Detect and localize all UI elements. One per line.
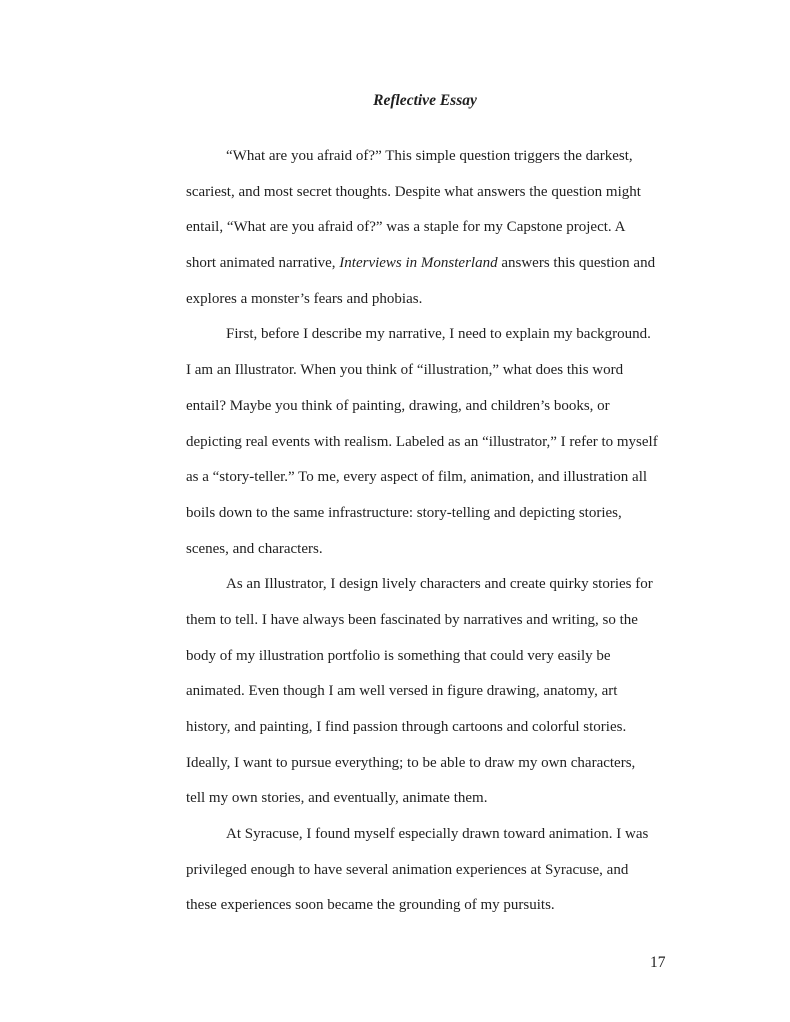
essay-text: entail, “What are you afraid of?” was a staple for my Capstone project. A bbox=[186, 219, 626, 236]
essay-line bbox=[186, 710, 686, 746]
essay-line bbox=[186, 853, 686, 889]
essay-line bbox=[186, 603, 686, 639]
essay-text: First, before I describe my narrative, I need to explain my background. bbox=[226, 326, 651, 343]
essay-text: entail? Maybe you think of painting, drawing, and children’s books, or bbox=[186, 397, 610, 414]
essay-line bbox=[186, 746, 686, 782]
essay-text: answers this question and bbox=[497, 255, 656, 272]
essay-line bbox=[186, 389, 686, 425]
essay-text: animated. Even though I am well versed in figure drawing, anatomy, art bbox=[186, 683, 618, 700]
essay-line bbox=[186, 425, 686, 461]
essay-line bbox=[186, 639, 686, 675]
essay-text: short animated narrative, bbox=[186, 255, 340, 272]
essay-text: At Syracuse, I found myself especially drawn toward animation. I was bbox=[226, 826, 649, 843]
essay-text: these experiences soon became the grounding of my pursuits. bbox=[186, 897, 555, 914]
essay-text: history, and painting, I find passion through cartoons and colorful stories. bbox=[186, 719, 627, 735]
essay-text: body of my illustration portfolio is something that could very easily be bbox=[186, 647, 611, 664]
essay-body bbox=[186, 139, 686, 924]
essay-line bbox=[186, 532, 686, 568]
essay-line bbox=[186, 496, 686, 532]
essay-title: Reflective Essay bbox=[373, 92, 477, 109]
essay-text: boils down to the same infrastructure: story-telling and depicting stories, bbox=[186, 504, 622, 521]
essay-line bbox=[186, 674, 686, 710]
essay-text: I am an Illustrator. When you think of “illustration,” what does this word bbox=[186, 362, 624, 379]
essay-line bbox=[186, 210, 686, 246]
essay-line bbox=[186, 888, 686, 924]
essay-text: depicting real events with realism. Labeled as an “illustrator,” I refer to myself bbox=[186, 433, 658, 450]
essay-text: scenes, and characters. bbox=[186, 540, 323, 557]
essay-text: explores a monster’s fears and phobias. bbox=[186, 290, 423, 307]
essay-line bbox=[186, 246, 686, 282]
essay-line bbox=[186, 567, 686, 603]
essay-text: privileged enough to have several animation experiences at Syracuse, and bbox=[186, 861, 629, 878]
essay-text: scariest, and most secret thoughts. Despite what answers the question might bbox=[186, 183, 641, 200]
essay-text: “What are you afraid of?” This simple question triggers the darkest, bbox=[226, 148, 633, 164]
essay-line bbox=[186, 460, 686, 496]
essay-line bbox=[186, 817, 686, 853]
essay-text-italic: Interviews in Monsterland bbox=[339, 255, 498, 272]
essay-line bbox=[186, 139, 686, 175]
essay-text: As an Illustrator, I design lively characters and create quirky stories for bbox=[226, 576, 653, 593]
essay-line bbox=[186, 781, 686, 817]
essay-text: tell my own stories, and eventually, animate them. bbox=[186, 790, 488, 807]
essay-text: them to tell. I have always been fascinated by narratives and writing, so the bbox=[186, 611, 638, 628]
page-number: 17 bbox=[650, 954, 666, 971]
essay-line bbox=[186, 317, 686, 353]
essay-text: as a “story-teller.” To me, every aspect of film, animation, and illustration all bbox=[186, 469, 648, 486]
essay-line bbox=[186, 282, 686, 318]
essay-line bbox=[186, 353, 686, 389]
essay-line bbox=[186, 175, 686, 211]
essay-text: Ideally, I want to pursue everything; to be able to draw my own characters, bbox=[186, 754, 636, 771]
